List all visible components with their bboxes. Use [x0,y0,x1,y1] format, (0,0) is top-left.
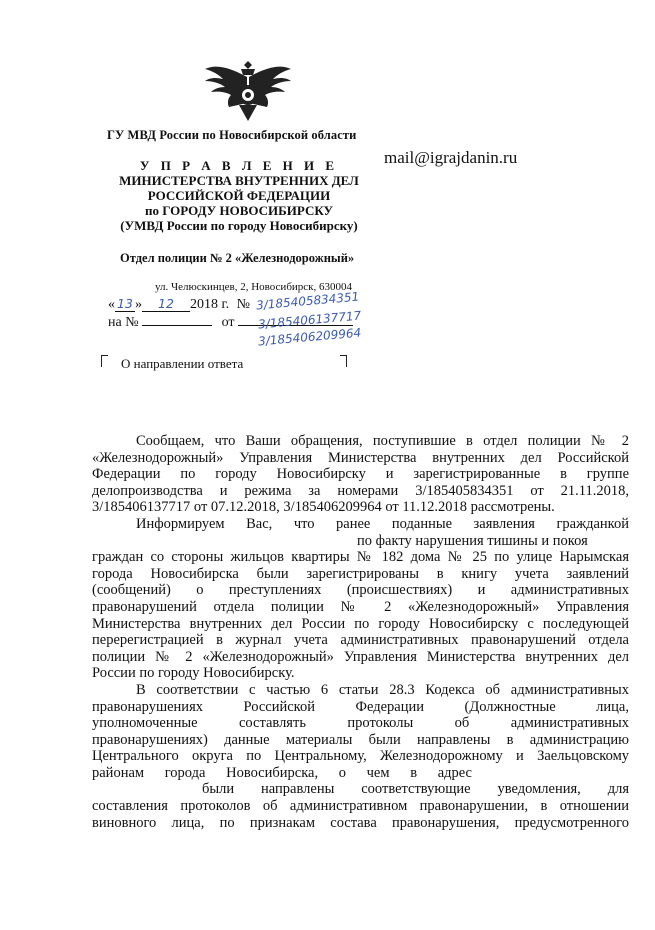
dept-line: по ГОРОДУ НОВОСИБИРСКУ [144,203,334,218]
dept-line: У П Р А В Л Е Н И Е [139,158,339,173]
paragraph-1: Сообщаем, что Ваши обращения, поступившие в отдел полиции № 2 «Железнодорожный» Управления Министерства внутренних дел Российской Федерации по городу Новосибирску и зарегистрированные в группе делопроизводства и режима за номерами 3/185405834351 от 21.11.2018, 3/185406137717 от 07.12.2018, 3/185406209964 от 11.12.2018 рассмотрены. [92,433,629,516]
subject-bracket-left [101,355,108,367]
police-unit-name: Отдел полиции № 2 «Железнодорожный» [120,251,355,265]
recipient-email: mail@igrajdanin.ru [384,148,518,167]
outgoing-number-3: 3/185406209964 [257,325,362,349]
subject-line: О направлении ответа [121,356,244,371]
date-day: 13 [115,296,135,312]
outgoing-number-1: 3/185405834351 [255,289,360,313]
paragraph-2: Информируем Вас, что ранее поданные заявления гражданкой по факту нарушения тишины и покоя граждан со стороны жильцов квартиры № 182 дома № 25 по улице Нарымская города Новосибирска были зарегистрированы в книгу учета заявлений (сообщений) о преступлениях (происшествиях) и административных правонарушений отдела полиции № 2 «Железнодорожный» Управления Министерства внутренних дел России по городу Новосибирску с последующей перерегистрацией в журнал учета административных правонарушений отдела полиции № 2 «Железнодорожный» Управления Министерства внутренних дел России по городу Новосибирску. [92,515,629,682]
letter-body [92,433,629,831]
incoming-reference-line: на № от [108,315,353,331]
subject-bracket-right [340,355,347,367]
unit-address: ул. Челюскинцев, 2, Новосибирск, 630004 [155,281,353,293]
date-month: 12 [142,296,190,312]
dept-line: (УМВД России по городу Новосибирску) [120,218,358,233]
dept-line: РОССИЙСКОЙ ФЕДЕРАЦИИ [147,188,331,203]
dept-line: МИНИСТЕРСТВА ВНУТРЕННИХ ДЕЛ [119,173,359,188]
organization-name: ГУ МВД России по Новосибирской области [107,128,357,142]
date-year: 2018 г. [190,297,230,312]
double-headed-eagle-emblem-icon [203,55,293,125]
paragraph-3: В соответствии с частью 6 статьи 28.3 Кодекса об административных правонарушениях Российской Федерации (Должностные лица, уполномоченные составлять протоколы об административных правонарушениях) данные материалы были направлены в администрацию Центрального округа по Центральному, Железнодорожному и Заельцовскому районам города Новосибирска, о чем в адрес были направлены соответствующие уведомления, для составления протоколов об административном правонарушении, в отношении виновного лица, по признакам состава правонарушения, предусмотренного [92,681,629,831]
department-title-block [108,158,370,233]
date-reference-line: « 13 » 12 2018 г. № [108,296,251,312]
outgoing-number-2: 3/185406137717 [257,308,362,332]
